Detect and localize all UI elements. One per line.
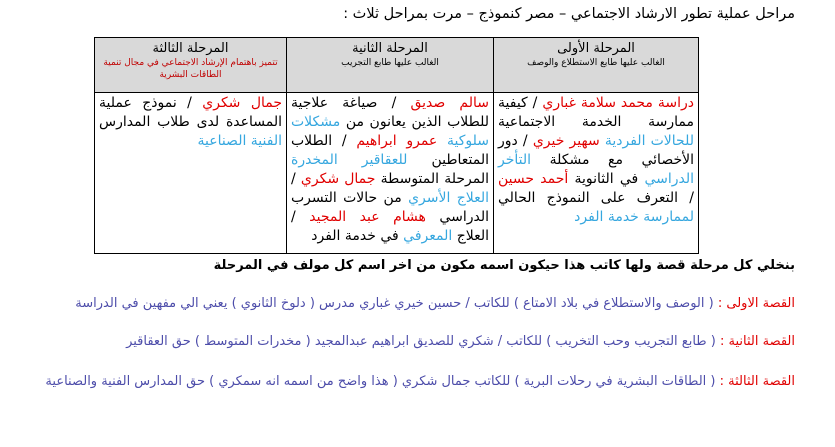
col3-segment: / نموذج عملية المساعدة لدى طلاب المدارس bbox=[99, 95, 282, 130]
col1-segment: / التعرف على النموذج الحالي bbox=[498, 190, 694, 206]
col2-segment: / العلاج bbox=[291, 209, 489, 244]
col3-segment: الفنية الصناعية bbox=[197, 133, 282, 149]
stage-3-subtitle: تتميز باهتمام الإرشاد الاجتماعي في مجال تنمية الطاقات البشرية bbox=[103, 58, 278, 80]
col2-segment: / bbox=[291, 171, 301, 187]
stage-2-subtitle: الغالب عليها طابع التجريب bbox=[341, 58, 439, 68]
page-title: مراحل عملية تطور الارشاد الاجتماعي – مصر كنموذج – مرت بمراحل ثلاث : bbox=[343, 6, 795, 22]
col1-segment: أحمد حسين bbox=[498, 171, 569, 187]
stories-intro: بنخلي كل مرحلة قصة ولها كاتب هذا حيكون اسمه مكون من اخر اسم كل مولف في المرحلة bbox=[213, 258, 795, 273]
stage-2-header bbox=[287, 38, 494, 93]
stage-1-cell bbox=[494, 93, 699, 254]
stage-3-title: المرحلة الثالثة bbox=[152, 41, 229, 56]
stage-1-subtitle: الغالب عليها طابع الاستطلاع والوصف bbox=[527, 58, 665, 68]
col2-segment: هشام عبد المجيد bbox=[309, 209, 426, 225]
col1-segment: للحالات الفردية bbox=[604, 133, 694, 149]
stage-2-title: المرحلة الثانية bbox=[352, 41, 428, 56]
col2-segment: / صياغة علاجية للطلاب الذين يعانون من bbox=[291, 95, 489, 130]
stage-1-header bbox=[494, 38, 699, 93]
stage-1-title: المرحلة الأولى bbox=[557, 41, 635, 56]
stages-table bbox=[94, 37, 699, 254]
col2-segment: في خدمة الفرد bbox=[311, 228, 404, 244]
col2-segment: المعرفي bbox=[403, 228, 453, 244]
stage-3-cell bbox=[95, 93, 287, 254]
stage-2-cell bbox=[287, 93, 494, 254]
story-3 bbox=[15, 374, 795, 389]
col3-segment: جمال شكري bbox=[202, 95, 283, 111]
col2-segment: من حالات التسرب الدراسي bbox=[291, 190, 489, 225]
col1-segment: / كيفية ممارسة الخدمة الاجتماعية bbox=[498, 95, 694, 130]
col2-segment: سالم صديق bbox=[410, 95, 489, 111]
story-3-text: ( الطاقات البشرية في رحلات البرية ) للكاتب جمال شكري ( هذا واضح من اسمه انه سمكري ) حق المدارس الفنية والصناعية bbox=[45, 374, 720, 389]
col2-segment: المرحلة المتوسطة bbox=[375, 171, 489, 187]
story-1 bbox=[15, 296, 795, 311]
story-1-label: القصة الاولى : bbox=[717, 296, 795, 311]
col1-segment: لممارسة خدمة الفرد bbox=[574, 209, 694, 225]
col2-segment: عمرو ابراهيم bbox=[356, 133, 447, 149]
col2-segment: جمال شكري bbox=[300, 171, 376, 187]
col2-segment: للعقاقير المخدرة bbox=[291, 152, 408, 168]
story-2-text: ( طابع التجريب وحب التخريب ) للكاتب / شكري للصديق ابراهيم عبدالمجيد ( مخدرات المتوسط ) حق العقاقير bbox=[126, 334, 720, 349]
col1-segment: / دور الأخصائي مع مشكلة bbox=[498, 133, 694, 168]
stage-3-header bbox=[95, 38, 287, 93]
table-header-row bbox=[95, 38, 699, 93]
table-row bbox=[95, 93, 699, 254]
story-2 bbox=[15, 334, 795, 349]
col2-segment: مشكلات سلوكية bbox=[291, 114, 489, 149]
col1-segment: في الثانوية bbox=[568, 171, 645, 187]
col2-segment: العلاج الأسري bbox=[408, 190, 489, 206]
story-3-label: القصة الثالثة : bbox=[719, 374, 795, 389]
story-1-text: ( الوصف والاستطلاع في بلاد الامتاع ) للكاتب / حسين خيري غباري مدرس ( دلوخ الثانوي ) يعني الي مفهين في الدراسة bbox=[75, 296, 718, 311]
col1-segment: سهير خيري bbox=[532, 133, 605, 149]
col1-segment: دراسة محمد سلامة غباري bbox=[542, 95, 694, 111]
story-2-label: القصة الثانية : bbox=[719, 334, 795, 349]
col1-segment: التأخر الدراسي bbox=[498, 152, 694, 187]
col2-segment: / الطلاب المتعاطين bbox=[291, 133, 490, 168]
